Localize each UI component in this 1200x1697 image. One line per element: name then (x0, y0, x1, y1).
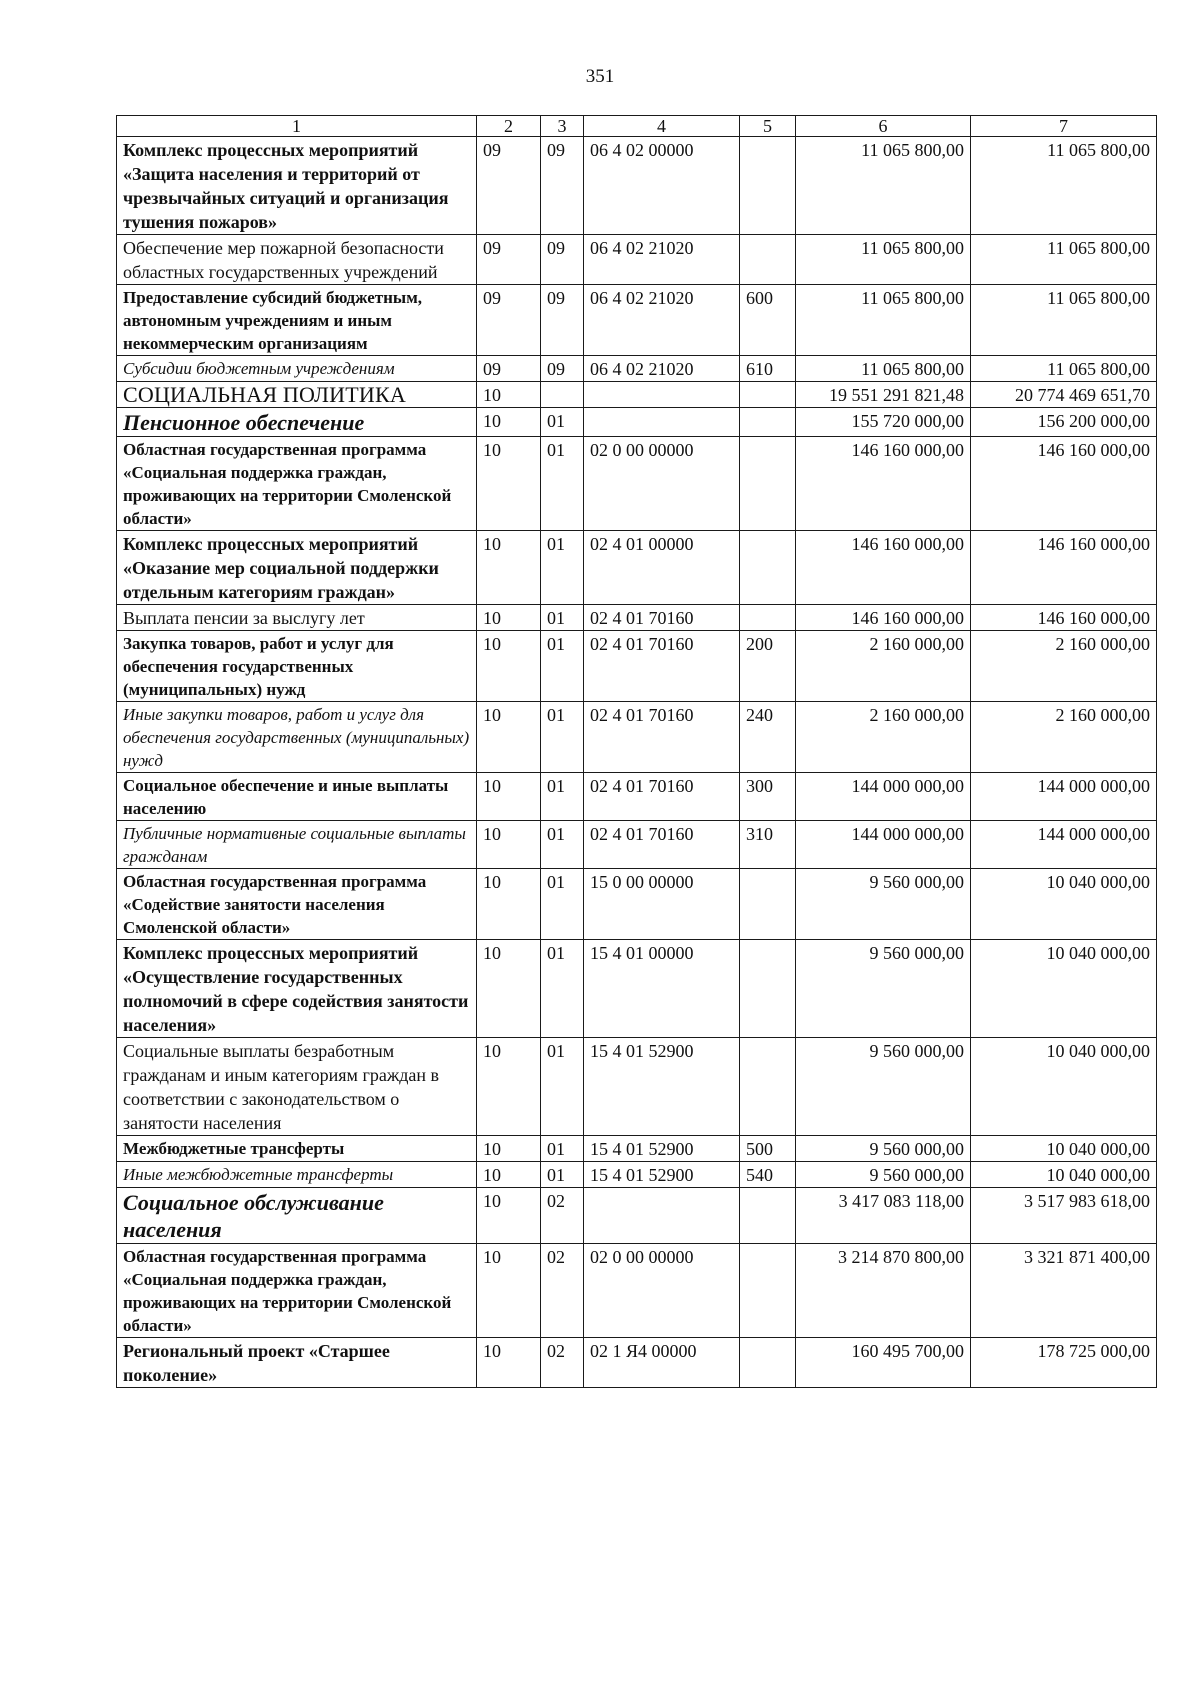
target-item-cell: 15 0 00 00000 (584, 869, 740, 940)
section-code-cell: 10 (477, 631, 541, 702)
amount-year1-cell: 146 160 000,00 (796, 605, 971, 631)
expense-type-cell (740, 605, 796, 631)
amount-year2-cell: 144 000 000,00 (971, 821, 1157, 869)
section-code-cell: 10 (477, 702, 541, 773)
section-code-cell: 10 (477, 773, 541, 821)
target-item-cell (584, 382, 740, 408)
target-item-cell: 06 4 02 21020 (584, 356, 740, 382)
amount-year1-cell: 9 560 000,00 (796, 1136, 971, 1162)
subsection-code-cell: 01 (541, 940, 584, 1038)
target-item-cell: 02 4 01 70160 (584, 773, 740, 821)
subsection-code-cell: 09 (541, 137, 584, 235)
name-cell: Иные закупки товаров, работ и услуг для обеспечения государственных (муниципальных) нужд (117, 702, 477, 773)
table-row (117, 137, 1157, 235)
target-item-cell: 02 0 00 00000 (584, 1244, 740, 1338)
target-item-cell: 06 4 02 21020 (584, 285, 740, 356)
expense-type-cell (740, 940, 796, 1038)
table-row (117, 408, 1157, 437)
header-col-4: 4 (584, 116, 740, 137)
amount-year1-cell: 19 551 291 821,48 (796, 382, 971, 408)
table-row (117, 1188, 1157, 1244)
table-row (117, 531, 1157, 605)
section-code-cell: 10 (477, 1244, 541, 1338)
amount-year1-cell: 2 160 000,00 (796, 631, 971, 702)
amount-year1-cell: 11 065 800,00 (796, 235, 971, 285)
amount-year2-cell: 3 321 871 400,00 (971, 1244, 1157, 1338)
table-row (117, 821, 1157, 869)
section-code-cell: 10 (477, 869, 541, 940)
expense-type-cell: 540 (740, 1162, 796, 1188)
table-row (117, 1338, 1157, 1388)
expense-type-cell: 500 (740, 1136, 796, 1162)
expense-type-cell (740, 1244, 796, 1338)
expense-type-cell (740, 1038, 796, 1136)
target-item-cell: 06 4 02 00000 (584, 137, 740, 235)
subsection-code-cell: 02 (541, 1188, 584, 1244)
name-cell: Закупка товаров, работ и услуг для обеспечения государственных (муниципальных) нужд (117, 631, 477, 702)
table-row (117, 773, 1157, 821)
name-cell: Социальное обеспечение и иные выплаты населению (117, 773, 477, 821)
name-cell: Областная государственная программа «Социальная поддержка граждан, проживающих на территории Смоленской области» (117, 437, 477, 531)
subsection-code-cell: 01 (541, 1038, 584, 1136)
expense-type-cell: 300 (740, 773, 796, 821)
name-cell: Комплекс процессных мероприятий «Защита населения и территорий от чрезвычайных ситуаций и организация тушения пожаров» (117, 137, 477, 235)
amount-year1-cell: 155 720 000,00 (796, 408, 971, 437)
name-cell: Комплекс процессных мероприятий «Осуществление государственных полномочий в сфере содействия занятости населения» (117, 940, 477, 1038)
header-col-3: 3 (541, 116, 584, 137)
header-col-6: 6 (796, 116, 971, 137)
section-code-cell: 10 (477, 821, 541, 869)
name-cell: СОЦИАЛЬНАЯ ПОЛИТИКА (117, 382, 477, 408)
section-code-cell: 09 (477, 235, 541, 285)
amount-year2-cell: 10 040 000,00 (971, 869, 1157, 940)
page-number: 351 (585, 66, 615, 87)
name-cell: Субсидии бюджетным учреждениям (117, 356, 477, 382)
expense-type-cell: 610 (740, 356, 796, 382)
amount-year2-cell: 146 160 000,00 (971, 605, 1157, 631)
target-item-cell (584, 1188, 740, 1244)
expense-type-cell (740, 1188, 796, 1244)
table-row (117, 1136, 1157, 1162)
table-row (117, 605, 1157, 631)
amount-year1-cell: 3 214 870 800,00 (796, 1244, 971, 1338)
table-body (117, 137, 1157, 1388)
amount-year2-cell: 11 065 800,00 (971, 356, 1157, 382)
amount-year1-cell: 11 065 800,00 (796, 356, 971, 382)
expense-type-cell (740, 235, 796, 285)
expense-type-cell (740, 408, 796, 437)
table-row (117, 1162, 1157, 1188)
name-cell: Межбюджетные трансферты (117, 1136, 477, 1162)
subsection-code-cell: 09 (541, 356, 584, 382)
amount-year2-cell: 10 040 000,00 (971, 940, 1157, 1038)
amount-year2-cell: 144 000 000,00 (971, 773, 1157, 821)
target-item-cell: 15 4 01 52900 (584, 1038, 740, 1136)
expense-type-cell (740, 382, 796, 408)
amount-year2-cell: 178 725 000,00 (971, 1338, 1157, 1388)
amount-year1-cell: 11 065 800,00 (796, 137, 971, 235)
expense-type-cell (740, 1338, 796, 1388)
target-item-cell: 06 4 02 21020 (584, 235, 740, 285)
expense-type-cell (740, 869, 796, 940)
header-col-2: 2 (477, 116, 541, 137)
section-code-cell: 10 (477, 531, 541, 605)
header-col-7: 7 (971, 116, 1157, 137)
subsection-code-cell: 01 (541, 869, 584, 940)
amount-year1-cell: 9 560 000,00 (796, 1038, 971, 1136)
table-header-row (117, 116, 1157, 137)
amount-year2-cell: 156 200 000,00 (971, 408, 1157, 437)
section-code-cell: 10 (477, 1038, 541, 1136)
amount-year2-cell: 10 040 000,00 (971, 1136, 1157, 1162)
name-cell: Областная государственная программа «Содействие занятости населения Смоленской области» (117, 869, 477, 940)
amount-year1-cell: 146 160 000,00 (796, 531, 971, 605)
section-code-cell: 10 (477, 1136, 541, 1162)
target-item-cell: 02 4 01 70160 (584, 631, 740, 702)
subsection-code-cell: 02 (541, 1338, 584, 1388)
table-row (117, 940, 1157, 1038)
name-cell: Региональный проект «Старшее поколение» (117, 1338, 477, 1388)
target-item-cell (584, 408, 740, 437)
subsection-code-cell: 01 (541, 773, 584, 821)
subsection-code-cell: 01 (541, 702, 584, 773)
table-row (117, 437, 1157, 531)
target-item-cell: 15 4 01 00000 (584, 940, 740, 1038)
name-cell: Иные межбюджетные трансферты (117, 1162, 477, 1188)
expense-type-cell: 600 (740, 285, 796, 356)
amount-year2-cell: 146 160 000,00 (971, 437, 1157, 531)
subsection-code-cell: 09 (541, 235, 584, 285)
section-code-cell: 10 (477, 1162, 541, 1188)
subsection-code-cell: 01 (541, 1162, 584, 1188)
amount-year2-cell: 2 160 000,00 (971, 631, 1157, 702)
amount-year1-cell: 3 417 083 118,00 (796, 1188, 971, 1244)
amount-year1-cell: 11 065 800,00 (796, 285, 971, 356)
section-code-cell: 10 (477, 940, 541, 1038)
amount-year1-cell: 144 000 000,00 (796, 821, 971, 869)
section-code-cell: 10 (477, 1338, 541, 1388)
header-col-5: 5 (740, 116, 796, 137)
section-code-cell: 09 (477, 137, 541, 235)
section-code-cell: 10 (477, 437, 541, 531)
section-code-cell: 10 (477, 605, 541, 631)
target-item-cell: 02 4 01 70160 (584, 821, 740, 869)
amount-year2-cell: 10 040 000,00 (971, 1162, 1157, 1188)
expense-type-cell: 310 (740, 821, 796, 869)
name-cell: Выплата пенсии за выслугу лет (117, 605, 477, 631)
amount-year2-cell: 2 160 000,00 (971, 702, 1157, 773)
amount-year2-cell: 10 040 000,00 (971, 1038, 1157, 1136)
table-row (117, 869, 1157, 940)
expense-type-cell (740, 437, 796, 531)
amount-year1-cell: 2 160 000,00 (796, 702, 971, 773)
table-row (117, 631, 1157, 702)
subsection-code-cell: 01 (541, 408, 584, 437)
amount-year1-cell: 9 560 000,00 (796, 869, 971, 940)
table-row (117, 285, 1157, 356)
subsection-code-cell: 01 (541, 1136, 584, 1162)
subsection-code-cell: 01 (541, 531, 584, 605)
target-item-cell: 02 0 00 00000 (584, 437, 740, 531)
table-row (117, 235, 1157, 285)
name-cell: Предоставление субсидий бюджетным, автономным учреждениям и иным некоммерческим организациям (117, 285, 477, 356)
section-code-cell: 09 (477, 285, 541, 356)
section-code-cell: 10 (477, 408, 541, 437)
name-cell: Публичные нормативные социальные выплаты гражданам (117, 821, 477, 869)
table-row (117, 356, 1157, 382)
amount-year2-cell: 11 065 800,00 (971, 137, 1157, 235)
header-col-1: 1 (117, 116, 477, 137)
budget-table (116, 115, 1157, 1388)
name-cell: Комплекс процессных мероприятий «Оказание мер социальной поддержки отдельным категориям граждан» (117, 531, 477, 605)
amount-year2-cell: 146 160 000,00 (971, 531, 1157, 605)
expense-type-cell (740, 137, 796, 235)
target-item-cell: 15 4 01 52900 (584, 1136, 740, 1162)
amount-year1-cell: 9 560 000,00 (796, 1162, 971, 1188)
target-item-cell: 02 4 01 70160 (584, 702, 740, 773)
table-row (117, 702, 1157, 773)
name-cell: Обеспечение мер пожарной безопасности областных государственных учреждений (117, 235, 477, 285)
name-cell: Пенсионное обеспечение (117, 408, 477, 437)
table-row (117, 382, 1157, 408)
section-code-cell: 10 (477, 1188, 541, 1244)
table-row (117, 1038, 1157, 1136)
section-code-cell: 10 (477, 382, 541, 408)
subsection-code-cell: 01 (541, 437, 584, 531)
target-item-cell: 02 1 Я4 00000 (584, 1338, 740, 1388)
amount-year2-cell: 20 774 469 651,70 (971, 382, 1157, 408)
name-cell: Социальное обслуживание населения (117, 1188, 477, 1244)
target-item-cell: 02 4 01 70160 (584, 605, 740, 631)
expense-type-cell: 240 (740, 702, 796, 773)
amount-year2-cell: 11 065 800,00 (971, 235, 1157, 285)
subsection-code-cell: 09 (541, 285, 584, 356)
amount-year2-cell: 3 517 983 618,00 (971, 1188, 1157, 1244)
subsection-code-cell (541, 382, 584, 408)
amount-year1-cell: 160 495 700,00 (796, 1338, 971, 1388)
amount-year1-cell: 9 560 000,00 (796, 940, 971, 1038)
subsection-code-cell: 01 (541, 631, 584, 702)
expense-type-cell: 200 (740, 631, 796, 702)
subsection-code-cell: 01 (541, 821, 584, 869)
table-row (117, 1244, 1157, 1338)
amount-year2-cell: 11 065 800,00 (971, 285, 1157, 356)
target-item-cell: 15 4 01 52900 (584, 1162, 740, 1188)
name-cell: Областная государственная программа «Социальная поддержка граждан, проживающих на территории Смоленской области» (117, 1244, 477, 1338)
amount-year1-cell: 146 160 000,00 (796, 437, 971, 531)
name-cell: Социальные выплаты безработным гражданам и иным категориям граждан в соответствии с законодательством о занятости населения (117, 1038, 477, 1136)
target-item-cell: 02 4 01 00000 (584, 531, 740, 605)
amount-year1-cell: 144 000 000,00 (796, 773, 971, 821)
subsection-code-cell: 02 (541, 1244, 584, 1338)
section-code-cell: 09 (477, 356, 541, 382)
subsection-code-cell: 01 (541, 605, 584, 631)
expense-type-cell (740, 531, 796, 605)
